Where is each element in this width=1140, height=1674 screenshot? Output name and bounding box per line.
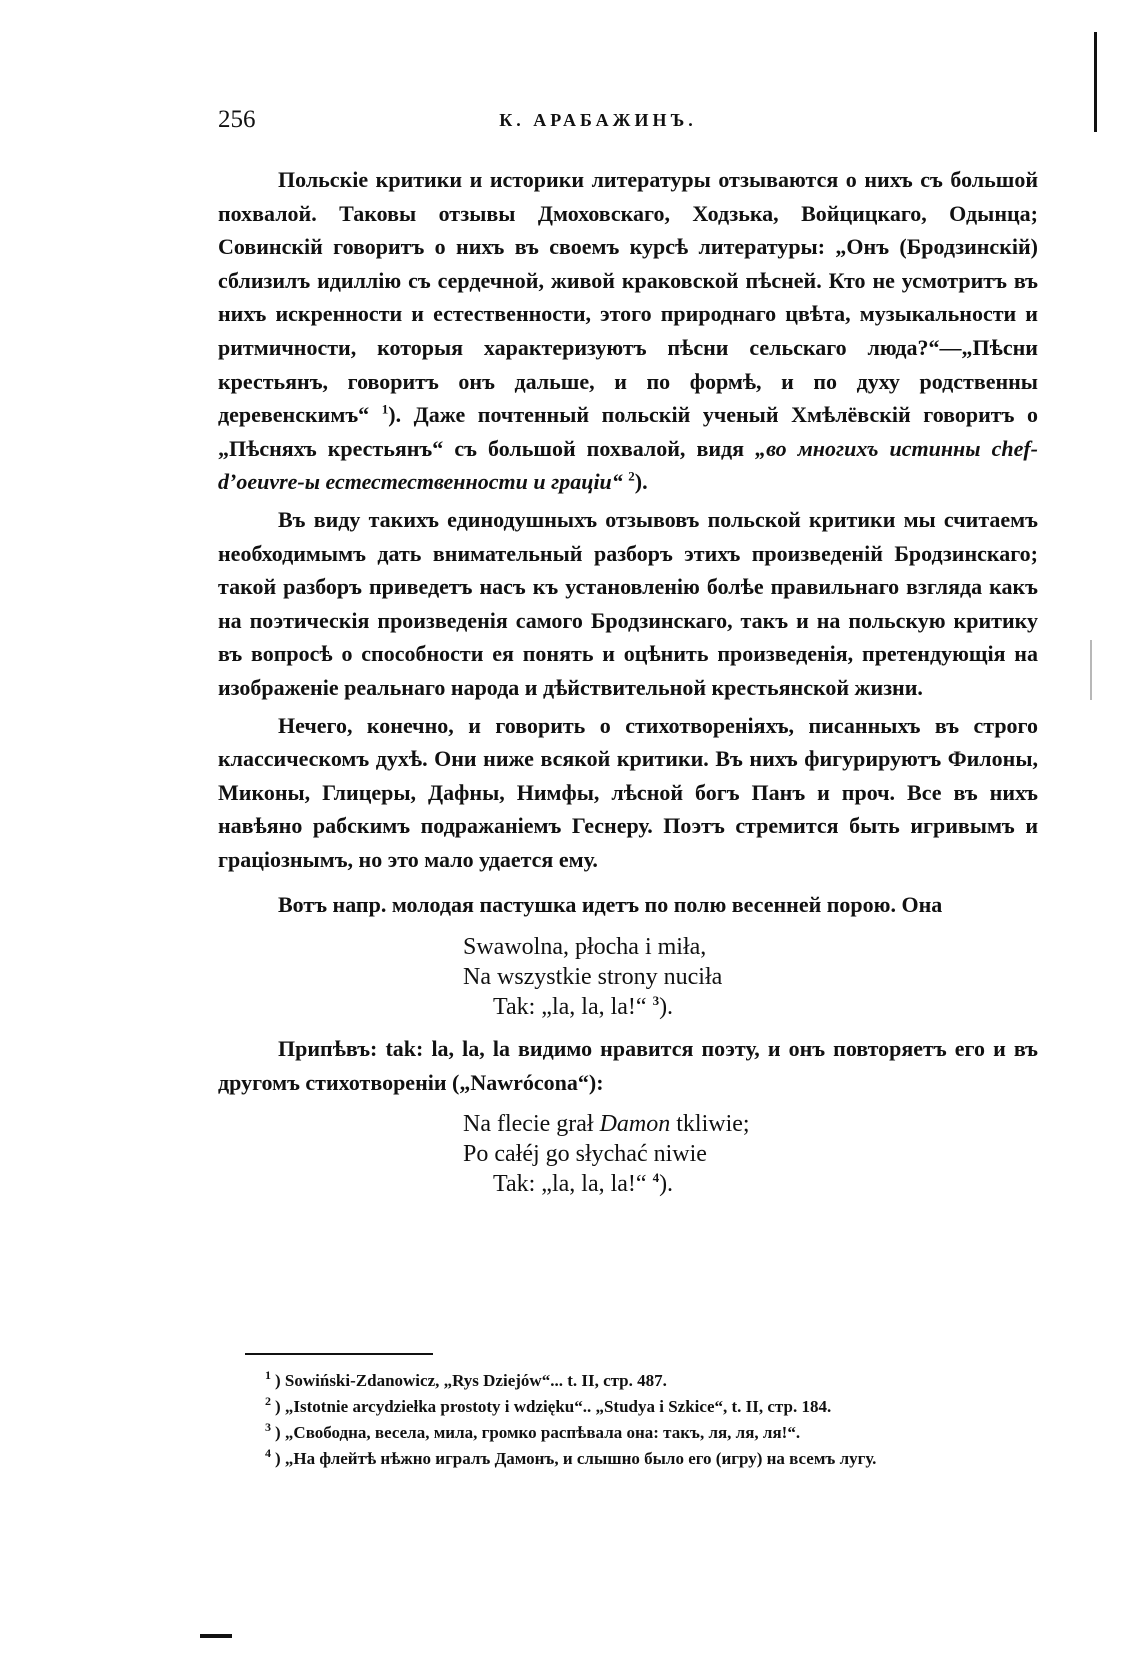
verse-quote-2 — [463, 1109, 1038, 1199]
footnote-mark: 3 — [265, 1420, 271, 1435]
verse-quote-1 — [463, 932, 1038, 1022]
footnote-4 — [265, 1446, 1045, 1472]
footnote-ref-1: 1 — [381, 401, 389, 417]
footnotes — [265, 1368, 1045, 1472]
verse-text: ). — [659, 994, 674, 1021]
verse-line — [463, 1169, 1038, 1199]
footnote-text: ) „На флейтѣ нѣжно игралъ Дамонъ, и слышно было его (игру) на всемъ лугу. — [275, 1449, 877, 1468]
paragraph-shepherdess: Вотъ напр. молодая пастушка идетъ по полю весенней порою. Она — [278, 892, 943, 918]
footnote-rule — [245, 1353, 433, 1355]
main-text — [218, 163, 1038, 1209]
paragraph-classical: Нечего, конечно, и говорить о стихотвореніяхъ, писанныхъ въ строго классическомъ духѣ. Они ниже всякой критики. Въ нихъ фигурируютъ Филоны, Миконы, Глицеры, Дафны, Нимфы, лѣсной богъ Панъ и проч. Все въ нихъ навѣяно рабскимъ подражаніемъ Геснеру. Поэтъ стремится быть игривымъ и граціознымъ, но это мало удается ему. — [218, 712, 1038, 872]
footnote-2 — [265, 1394, 1045, 1420]
footnote-mark: 4 — [265, 1446, 271, 1461]
footnote-mark: 1 — [265, 1368, 271, 1383]
footnote-ref-3: 3 — [652, 993, 660, 1009]
verse-text: Tak: „la, la, la!“ — [493, 1171, 647, 1198]
verse-line — [463, 1109, 1038, 1139]
verse-text: ). — [659, 1171, 674, 1198]
footnote-1 — [265, 1368, 1045, 1394]
paragraph-text: ). Даже почтенный польскій ученый Хмѣлёвскій говоритъ о „Пѣсняхъ крестьянъ“ съ большой похвалой, видя — [218, 402, 1039, 461]
verse-line: Po całéj go słychać niwie — [463, 1141, 707, 1168]
footnote-ref-4: 4 — [652, 1170, 660, 1186]
paragraph-critics — [218, 163, 1038, 499]
footnote-mark: 2 — [265, 1394, 271, 1409]
verse-line: Na wszystkie strony nuciła — [463, 964, 723, 991]
paragraph-analysis: Въ виду такихъ единодушныхъ отзывовъ польской критики мы считаемъ необходимымъ дать внимательный разборъ этихъ произведеній Бродзинскаго; такой разборъ приведетъ насъ къ установленію болѣе правильнаго взгляда какъ на поэтическія произведенія самого Бродзинскаго, такъ и на польскую критику въ вопросѣ о способности ея понять и оцѣнить произведенія, претендующія на изображеніе реальнаго народа и дѣйствительной крестьянской жизни. — [218, 506, 1038, 700]
footnote-3 — [265, 1420, 1045, 1446]
footnote-text: ) „Свободна, весела, мила, громко распѣвала она: такъ, ля, ля, ля!“. — [275, 1423, 801, 1442]
verse-line — [463, 992, 1038, 1022]
verse-text: Na flecie grał — [463, 1111, 594, 1138]
page-edge-shadow — [1090, 640, 1092, 700]
verse-name-damon: Damon — [599, 1111, 671, 1138]
footnote-text: ) „Istotnie arcydziełka prostoty i wdzięku“.. „Studya i Szkice“, t. II, стр. 184. — [275, 1397, 832, 1416]
footnote-text: ) Sowiński-Zdanowicz, „Rys Dziejów“... t. II, стр. 487. — [275, 1371, 667, 1390]
page-header — [218, 100, 1038, 140]
paragraph-text: Польскіе критики и историки литературы отзываются о нихъ съ большой похвалой. Таковы отзывы Дмоховскаго, Ходзька, Войцицкаго, Одынца; Совинскій говоритъ о нихъ въ своемъ курсѣ литературы: „Онъ (Бродзинскій) сблизилъ идиллію съ сердечной, живой краковской пѣсней. Кто не усмотритъ въ нихъ искренности и естественности, этого природнаго цвѣта, музыкальности и ритмичности, которыя характеризуютъ пѣсни сельскаго люда?“—„Пѣсни крестьянъ, говоритъ онъ дальше, и по формѣ, и по духу родственны деревенскимъ“ — [218, 167, 1038, 428]
italic-quote: „во многихъ истинны chef-d’oeuvre-ы естестественности и граціи“ — [218, 435, 1038, 495]
page-edge-line — [1094, 32, 1097, 132]
page-number: 256 — [218, 106, 256, 133]
paragraph-refrain: Припѣвъ: tak: la, la, la видимо нравится поэту, и онъ повторяетъ его и въ другомъ стихотвореніи („Nawrócona“): — [218, 1036, 1038, 1095]
footnote-ref-2: 2 — [628, 469, 635, 485]
verse-text: Tak: „la, la, la!“ — [493, 994, 647, 1021]
running-head: К. АРАБАЖИНЪ. — [499, 110, 697, 130]
paragraph-text: ). — [634, 469, 648, 495]
bottom-scan-mark — [200, 1634, 232, 1638]
verse-line: Swawolna, płocha i miła, — [463, 934, 707, 961]
verse-text: tkliwie; — [676, 1111, 750, 1138]
